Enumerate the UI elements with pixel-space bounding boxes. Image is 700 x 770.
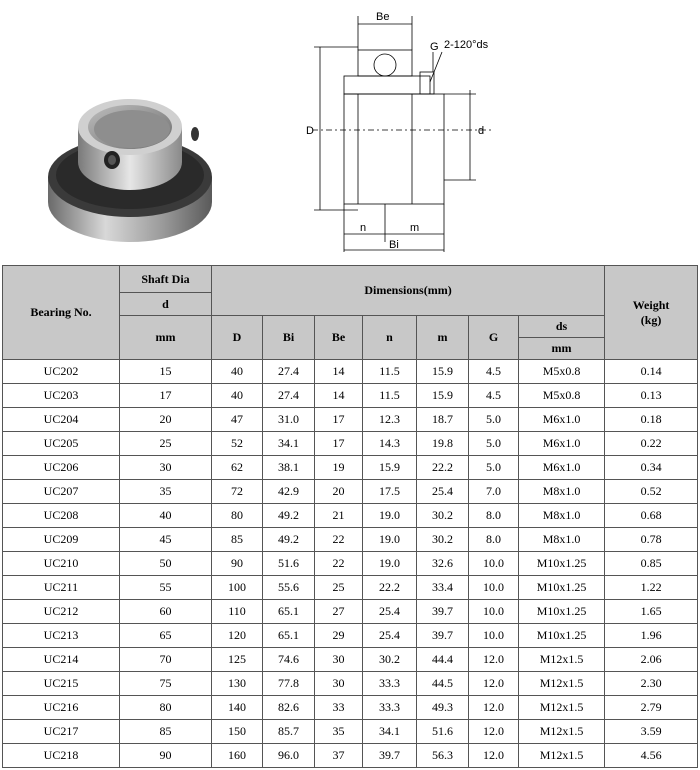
cell-outer-d: 62 <box>212 456 263 480</box>
cell-m: 15.9 <box>417 384 469 408</box>
cell-outer-d: 110 <box>212 600 263 624</box>
cell-shaft-d: 45 <box>120 528 212 552</box>
header-bearing-no: Bearing No. <box>3 266 120 360</box>
cell-m: 49.3 <box>417 696 469 720</box>
cell-shaft-d: 85 <box>120 720 212 744</box>
table-row <box>3 528 698 552</box>
cell-bearing-no: UC215 <box>3 672 120 696</box>
cell-weight: 1.96 <box>605 624 698 648</box>
cell-ds: M12x1.5 <box>519 720 605 744</box>
cell-be: 14 <box>315 360 363 384</box>
bearing-spec-table <box>2 265 698 768</box>
header-weight <box>605 266 698 360</box>
cell-bearing-no: UC213 <box>3 624 120 648</box>
cell-ds: M10x1.25 <box>519 576 605 600</box>
table-body <box>3 360 698 768</box>
cell-bearing-no: UC207 <box>3 480 120 504</box>
header-bi: Bi <box>263 316 315 360</box>
cell-n: 33.3 <box>363 696 417 720</box>
cell-shaft-d: 25 <box>120 432 212 456</box>
header-be: Be <box>315 316 363 360</box>
label-bi: Bi <box>389 239 399 251</box>
cell-outer-d: 47 <box>212 408 263 432</box>
cell-outer-d: 130 <box>212 672 263 696</box>
cell-m: 56.3 <box>417 744 469 768</box>
table-row <box>3 552 698 576</box>
table-row <box>3 480 698 504</box>
cell-shaft-d: 40 <box>120 504 212 528</box>
cell-shaft-d: 30 <box>120 456 212 480</box>
cell-bearing-no: UC210 <box>3 552 120 576</box>
header-m: m <box>417 316 469 360</box>
cell-m: 51.6 <box>417 720 469 744</box>
cell-g: 10.0 <box>469 624 519 648</box>
dimension-drawing <box>292 2 512 260</box>
label-be: Be <box>376 11 390 23</box>
cell-m: 22.2 <box>417 456 469 480</box>
cell-weight: 0.13 <box>605 384 698 408</box>
cell-g: 5.0 <box>469 408 519 432</box>
cell-be: 33 <box>315 696 363 720</box>
cell-ds: M12x1.5 <box>519 672 605 696</box>
cell-outer-d: 90 <box>212 552 263 576</box>
cell-ds: M10x1.25 <box>519 552 605 576</box>
cell-be: 22 <box>315 552 363 576</box>
cell-be: 27 <box>315 600 363 624</box>
cell-m: 30.2 <box>417 528 469 552</box>
cell-bi: 49.2 <box>263 528 315 552</box>
cell-be: 17 <box>315 432 363 456</box>
header-shaft-dia: Shaft Dia <box>120 266 212 293</box>
cell-n: 11.5 <box>363 384 417 408</box>
cell-shaft-d: 60 <box>120 600 212 624</box>
cell-n: 11.5 <box>363 360 417 384</box>
cell-outer-d: 100 <box>212 576 263 600</box>
label-bore-d: d <box>478 125 485 137</box>
cell-bearing-no: UC214 <box>3 648 120 672</box>
cell-bi: 31.0 <box>263 408 315 432</box>
cell-weight: 1.65 <box>605 600 698 624</box>
cell-weight: 0.18 <box>605 408 698 432</box>
cell-weight: 4.56 <box>605 744 698 768</box>
cell-n: 17.5 <box>363 480 417 504</box>
cell-be: 22 <box>315 528 363 552</box>
cell-g: 7.0 <box>469 480 519 504</box>
cell-bi: 42.9 <box>263 480 315 504</box>
cell-ds: M8x1.0 <box>519 480 605 504</box>
header-dimensions: Dimensions(mm) <box>212 266 605 316</box>
cell-shaft-d: 55 <box>120 576 212 600</box>
cell-m: 32.6 <box>417 552 469 576</box>
cell-weight: 3.59 <box>605 720 698 744</box>
table-row <box>3 720 698 744</box>
cell-shaft-d: 15 <box>120 360 212 384</box>
cell-be: 37 <box>315 744 363 768</box>
cell-bi: 77.8 <box>263 672 315 696</box>
cell-outer-d: 140 <box>212 696 263 720</box>
label-outer-d: D <box>306 125 314 137</box>
cell-n: 15.9 <box>363 456 417 480</box>
cell-n: 34.1 <box>363 720 417 744</box>
cell-weight: 0.14 <box>605 360 698 384</box>
label-ds: 2-120°ds <box>444 39 489 51</box>
cell-n: 25.4 <box>363 624 417 648</box>
cell-be: 30 <box>315 648 363 672</box>
label-n: n <box>360 222 367 234</box>
cell-g: 12.0 <box>469 648 519 672</box>
table-row <box>3 576 698 600</box>
cell-shaft-d: 80 <box>120 696 212 720</box>
cell-be: 21 <box>315 504 363 528</box>
cell-weight: 2.06 <box>605 648 698 672</box>
cell-ds: M6x1.0 <box>519 432 605 456</box>
cell-g: 5.0 <box>469 456 519 480</box>
table-row <box>3 456 698 480</box>
cell-m: 39.7 <box>417 624 469 648</box>
cell-g: 10.0 <box>469 600 519 624</box>
cell-outer-d: 120 <box>212 624 263 648</box>
label-m: m <box>410 222 420 234</box>
cell-outer-d: 85 <box>212 528 263 552</box>
cell-g: 5.0 <box>469 432 519 456</box>
cell-outer-d: 80 <box>212 504 263 528</box>
cell-ds: M6x1.0 <box>519 408 605 432</box>
cell-shaft-d: 17 <box>120 384 212 408</box>
cell-g: 8.0 <box>469 504 519 528</box>
cell-ds: M10x1.25 <box>519 600 605 624</box>
cell-n: 22.2 <box>363 576 417 600</box>
cell-m: 18.7 <box>417 408 469 432</box>
cell-bi: 55.6 <box>263 576 315 600</box>
cell-ds: M5x0.8 <box>519 360 605 384</box>
cell-outer-d: 150 <box>212 720 263 744</box>
header-n: n <box>363 316 417 360</box>
cell-bearing-no: UC205 <box>3 432 120 456</box>
cell-bi: 27.4 <box>263 384 315 408</box>
cell-bearing-no: UC218 <box>3 744 120 768</box>
table-row <box>3 360 698 384</box>
label-g: G <box>430 41 439 53</box>
header-ds-unit: mm <box>519 338 605 360</box>
cell-be: 14 <box>315 384 363 408</box>
cell-bearing-no: UC203 <box>3 384 120 408</box>
cell-g: 10.0 <box>469 576 519 600</box>
cell-outer-d: 160 <box>212 744 263 768</box>
cell-bi: 27.4 <box>263 360 315 384</box>
cell-shaft-d: 35 <box>120 480 212 504</box>
cell-bearing-no: UC217 <box>3 720 120 744</box>
cell-shaft-d: 90 <box>120 744 212 768</box>
cell-g: 12.0 <box>469 744 519 768</box>
cell-m: 33.4 <box>417 576 469 600</box>
cell-outer-d: 72 <box>212 480 263 504</box>
cell-bearing-no: UC211 <box>3 576 120 600</box>
cell-bearing-no: UC202 <box>3 360 120 384</box>
table-row <box>3 624 698 648</box>
cell-bearing-no: UC208 <box>3 504 120 528</box>
cell-g: 8.0 <box>469 528 519 552</box>
cell-outer-d: 40 <box>212 384 263 408</box>
cell-g: 4.5 <box>469 360 519 384</box>
cell-ds: M8x1.0 <box>519 504 605 528</box>
cell-m: 44.4 <box>417 648 469 672</box>
header-shaft-unit: mm <box>120 316 212 360</box>
cell-weight: 0.78 <box>605 528 698 552</box>
cell-bi: 65.1 <box>263 624 315 648</box>
cell-bearing-no: UC212 <box>3 600 120 624</box>
cell-be: 35 <box>315 720 363 744</box>
table-row <box>3 648 698 672</box>
cell-outer-d: 40 <box>212 360 263 384</box>
table-row <box>3 600 698 624</box>
cell-bearing-no: UC204 <box>3 408 120 432</box>
cell-be: 30 <box>315 672 363 696</box>
cell-be: 20 <box>315 480 363 504</box>
cell-g: 12.0 <box>469 672 519 696</box>
bearing-photo <box>40 82 220 247</box>
cell-ds: M12x1.5 <box>519 648 605 672</box>
cell-bi: 38.1 <box>263 456 315 480</box>
cell-be: 17 <box>315 408 363 432</box>
cell-shaft-d: 50 <box>120 552 212 576</box>
table-row <box>3 432 698 456</box>
cell-outer-d: 125 <box>212 648 263 672</box>
cell-weight: 2.30 <box>605 672 698 696</box>
cell-bi: 51.6 <box>263 552 315 576</box>
cell-m: 15.9 <box>417 360 469 384</box>
cell-n: 19.0 <box>363 552 417 576</box>
table-row <box>3 672 698 696</box>
cell-bi: 96.0 <box>263 744 315 768</box>
header-shaft-d: d <box>120 293 212 316</box>
table-row <box>3 504 698 528</box>
cell-be: 19 <box>315 456 363 480</box>
cell-shaft-d: 65 <box>120 624 212 648</box>
cell-shaft-d: 20 <box>120 408 212 432</box>
cell-outer-d: 52 <box>212 432 263 456</box>
cell-shaft-d: 70 <box>120 648 212 672</box>
cell-weight: 0.52 <box>605 480 698 504</box>
cell-weight: 0.34 <box>605 456 698 480</box>
cell-g: 12.0 <box>469 720 519 744</box>
cell-ds: M8x1.0 <box>519 528 605 552</box>
cell-n: 25.4 <box>363 600 417 624</box>
weight-unit: (kg) <box>640 312 662 327</box>
cell-be: 29 <box>315 624 363 648</box>
cell-m: 25.4 <box>417 480 469 504</box>
cell-bi: 65.1 <box>263 600 315 624</box>
cell-g: 4.5 <box>469 384 519 408</box>
cell-n: 39.7 <box>363 744 417 768</box>
cell-n: 19.0 <box>363 528 417 552</box>
cell-bi: 74.6 <box>263 648 315 672</box>
cell-m: 30.2 <box>417 504 469 528</box>
cell-weight: 1.22 <box>605 576 698 600</box>
cell-n: 33.3 <box>363 672 417 696</box>
cell-ds: M6x1.0 <box>519 456 605 480</box>
cell-weight: 0.85 <box>605 552 698 576</box>
cell-weight: 2.79 <box>605 696 698 720</box>
cell-m: 44.5 <box>417 672 469 696</box>
cell-g: 12.0 <box>469 696 519 720</box>
cell-weight: 0.68 <box>605 504 698 528</box>
header-g: G <box>469 316 519 360</box>
header-outer-d: D <box>212 316 263 360</box>
cell-bearing-no: UC206 <box>3 456 120 480</box>
cell-be: 25 <box>315 576 363 600</box>
cell-n: 30.2 <box>363 648 417 672</box>
cell-m: 19.8 <box>417 432 469 456</box>
table-row <box>3 744 698 768</box>
cell-bearing-no: UC216 <box>3 696 120 720</box>
cell-ds: M12x1.5 <box>519 696 605 720</box>
cell-n: 12.3 <box>363 408 417 432</box>
cell-ds: M12x1.5 <box>519 744 605 768</box>
cell-bearing-no: UC209 <box>3 528 120 552</box>
cell-ds: M10x1.25 <box>519 624 605 648</box>
table-row <box>3 696 698 720</box>
table-row <box>3 408 698 432</box>
cell-m: 39.7 <box>417 600 469 624</box>
cell-shaft-d: 75 <box>120 672 212 696</box>
weight-label: Weight <box>632 297 670 312</box>
cell-n: 14.3 <box>363 432 417 456</box>
cell-ds: M5x0.8 <box>519 384 605 408</box>
cell-bi: 34.1 <box>263 432 315 456</box>
cell-bi: 85.7 <box>263 720 315 744</box>
cell-bi: 49.2 <box>263 504 315 528</box>
header-ds: ds <box>519 316 605 338</box>
cell-n: 19.0 <box>363 504 417 528</box>
cell-bi: 82.6 <box>263 696 315 720</box>
table-row <box>3 384 698 408</box>
cell-weight: 0.22 <box>605 432 698 456</box>
cell-g: 10.0 <box>469 552 519 576</box>
